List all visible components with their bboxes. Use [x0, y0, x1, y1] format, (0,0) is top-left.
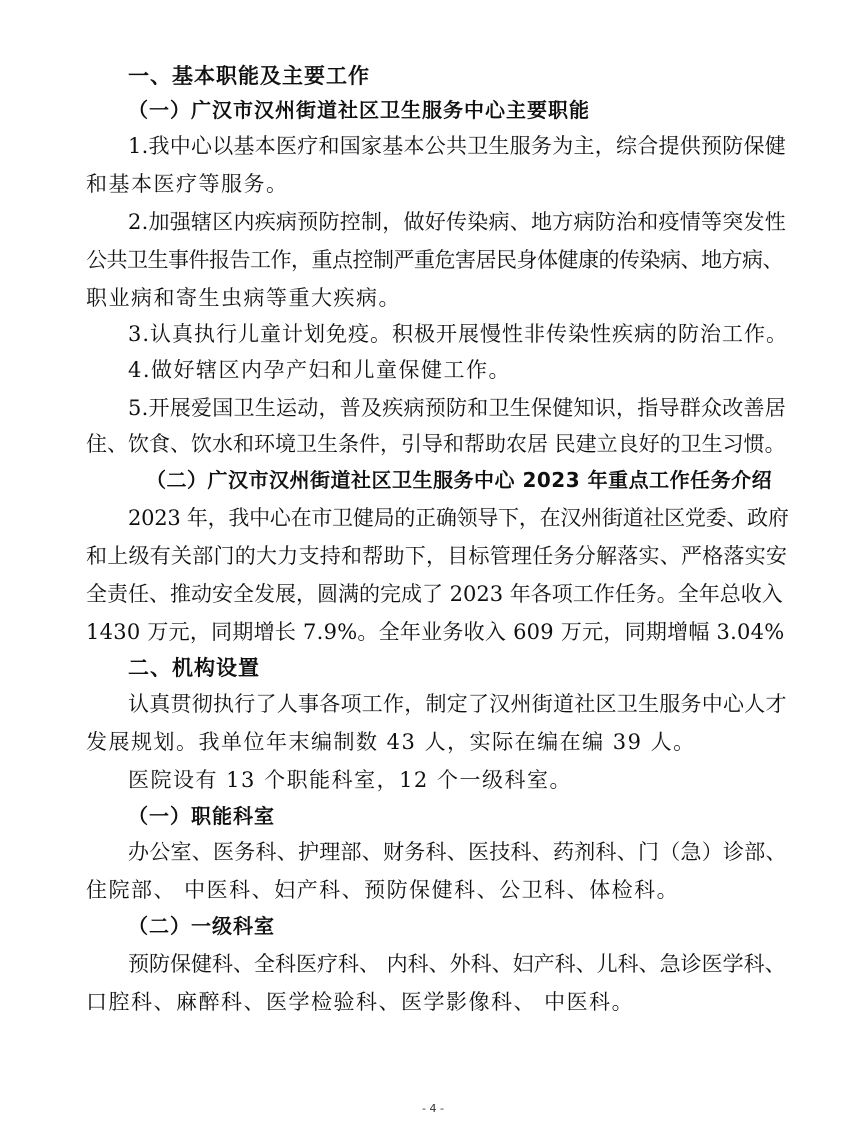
paragraph-line: 全责任、推动安全发展，圆满的完成了 2023 年各项工作任务。全年总收入: [86, 582, 783, 606]
paragraph-line: 1430 万元，同期增长 7.9%。全年业务收入 609 万元，同期增幅 3.04%: [86, 620, 785, 644]
page-number: - 4 -: [422, 1102, 444, 1115]
paragraph-line: 预防保健科、全科医疗科、 内科、外科、妇产科、儿科、急诊医学科、: [128, 952, 786, 976]
paragraph-line: 2.加强辖区内疾病预防控制，做好传染病、地方病防治和疫情等突发性: [128, 210, 787, 234]
paragraph-line: 认真贯彻执行了人事各项工作，制定了汉州街道社区卫生服务中心人才: [128, 692, 787, 716]
paragraph-line: 3.认真执行儿童计划免疫。积极开展慢性非传染性疾病的防治工作。: [128, 322, 789, 346]
subsection-heading: （一）广汉市汉州街道社区卫生服务中心主要职能: [128, 98, 590, 122]
paragraph-line: 发展规划。我单位年末编制数 43 人，实际在编在编 39 人。: [86, 730, 696, 754]
paragraph-line: 办公室、医务科、护理部、财务科、医技科、药剂科、门（急）诊部、: [128, 840, 787, 864]
section-heading: 一、基本职能及主要工作: [128, 64, 370, 88]
paragraph-line: 住院部、 中医科、妇产科、预防保健科、公卫科、体检科。: [86, 878, 680, 902]
subsection-heading: （二）广汉市汉州街道社区卫生服务中心 2023 年重点工作任务介绍: [146, 468, 773, 492]
paragraph-line: 4.做好辖区内孕产妇和儿童保健工作。: [128, 358, 512, 382]
paragraph-line: 2023 年，我中心在市卫健局的正确领导下，在汉州街道社区党委、政府: [128, 506, 789, 530]
subsection-heading: （一）职能科室: [128, 804, 275, 828]
section-heading: 二、机构设置: [128, 656, 260, 680]
paragraph-line: 5.开展爱国卫生运动，普及疾病预防和卫生保健知识，指导群众改善居: [128, 396, 787, 420]
paragraph-line: 公共卫生事件报告工作，重点控制严重危害居民身体健康的传染病、地方病、: [86, 248, 783, 272]
paragraph-line: 住、饮食、饮水和环境卫生条件，引导和帮助农居 民建立良好的卫生习惯。: [86, 432, 786, 456]
paragraph-line: 1.我中心以基本医疗和国家基本公共卫生服务为主，综合提供预防保健: [128, 134, 787, 158]
subsection-heading: （二）一级科室: [128, 914, 275, 938]
paragraph-line: 口腔科、麻醉科、医学检验科、医学影像科、 中医科。: [86, 990, 635, 1014]
paragraph-line: 和基本医疗等服务。: [86, 172, 289, 196]
paragraph-line: 医院设有 13 个职能科室，12 个一级科室。: [128, 768, 572, 792]
paragraph-line: 和上级有关部门的大力支持和帮助下，目标管理任务分解落实、严格落实安: [86, 544, 788, 568]
paragraph-line: 职业病和寄生虫病等重大疾病。: [86, 286, 401, 310]
